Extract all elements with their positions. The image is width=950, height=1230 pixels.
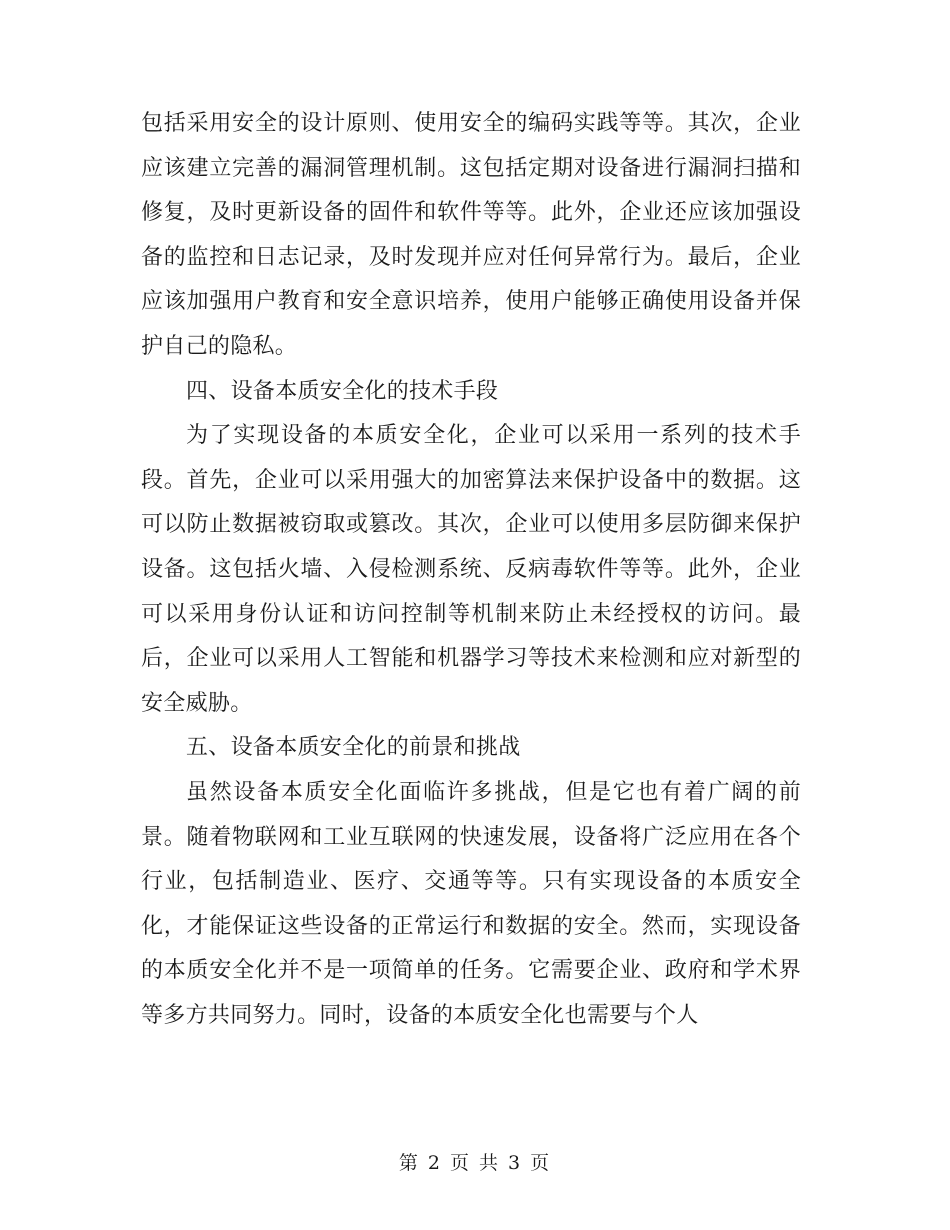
section-heading-five: 五、设备本质安全化的前景和挑战 bbox=[186, 735, 521, 761]
paragraph-continuation: 包括采用安全的设计原则、使用安全的编码实践等等。其次，企业应该建立完善的漏洞管理机制。这包括定期对设备进行漏洞扫描和修复，及时更新设备的固件和软件等等。此外，企业还应该加强设备的监控和日志记录，及时发现并应对任何异常行为。最后，企业应该加强用户教育和安全意识培养，使用户能够正确使用设备并保护自己的隐私。 bbox=[141, 111, 801, 359]
section-heading-four: 四、设备本质安全化的技术手段 bbox=[186, 378, 499, 404]
document-body bbox=[141, 102, 801, 1038]
paragraph-technical-means: 为了实现设备的本质安全化，企业可以采用一系列的技术手段。首先，企业可以采用强大的加密算法来保护设备中的数据。这可以防止数据被窃取或篡改。其次，企业可以使用多层防御来保护设备。这包括火墙、入侵检测系统、反病毒软件等等。此外，企业可以采用身份认证和访问控制等机制来防止未经授权的访问。最后，企业可以采用人工智能和机器学习等技术来检测和应对新型的安全威胁。 bbox=[141, 423, 801, 716]
paragraph-prospects-challenges: 虽然设备本质安全化面临许多挑战，但是它也有着广阔的前景。随着物联网和工业互联网的快速发展，设备将广泛应用在各个行业，包括制造业、医疗、交通等等。只有实现设备的本质安全化，才能保证这些设备的正常运行和数据的安全。然而，实现设备的本质安全化并不是一项简单的任务。它需要企业、政府和学术界等多方共同努力。同时，设备的本质安全化也需要与个人 bbox=[141, 779, 801, 1028]
page-footer bbox=[0, 1148, 950, 1175]
page-number-label: 第 2 页 共 3 页 bbox=[398, 1152, 552, 1174]
